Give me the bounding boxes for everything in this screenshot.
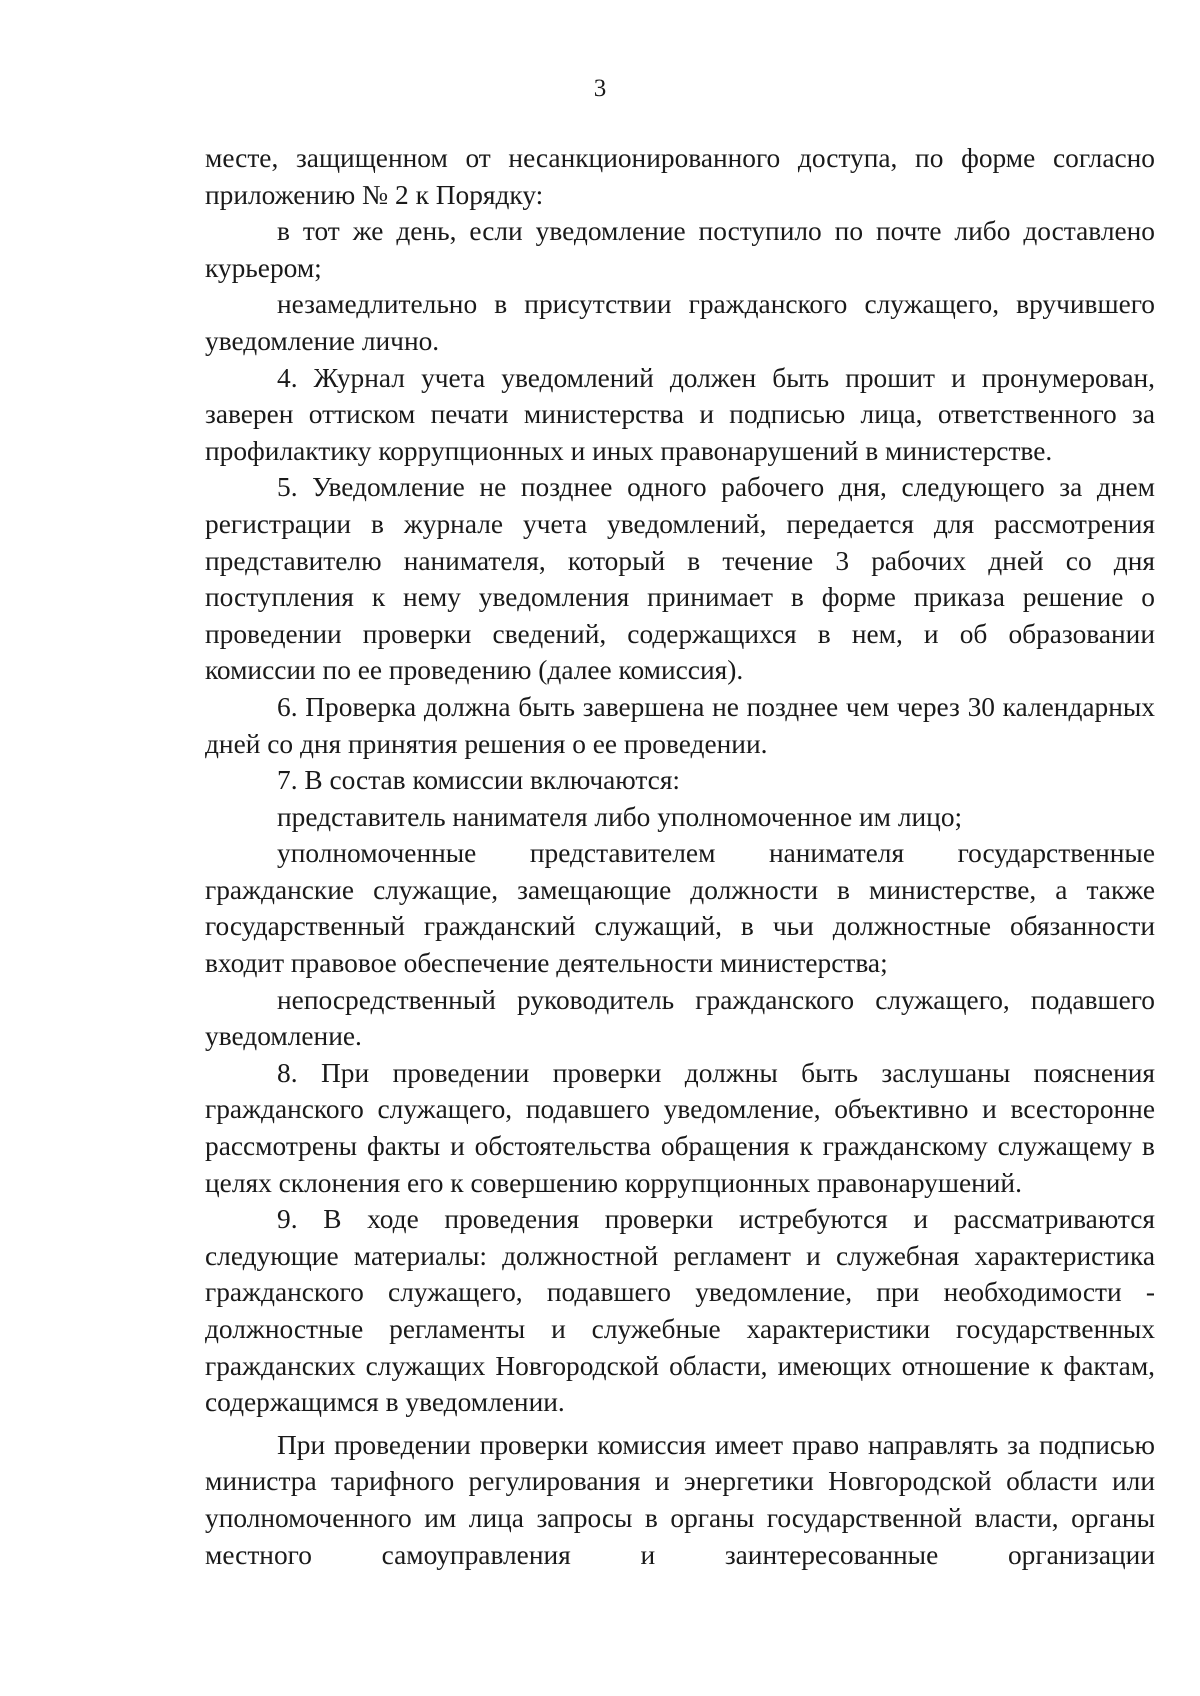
paragraph-5: 5. Уведомление не позднее одного рабочего дня, следующего за днем регистрации в журнале учета уведомлений, передается для рассмотрения представителю нанимателя, который в течение 3 рабочих дней со дня поступления к нему уведомления принимает в форме приказа решение о проведении проверки сведений, содержащихся в нем, и об образовании комиссии по ее проведению (далее комиссия). (205, 472, 1155, 686)
paragraph-13: При проведении проверки комиссия имеет право направлять за подписью министра тарифного регулирования и энергетики Новгородской области или уполномоченного им лица запросы в органы государственной власти, органы местного самоуправления и заинтересованные организации (205, 1429, 1155, 1570)
paragraph-9: уполномоченные представителем нанимателя государственные гражданские служащие, замещающие должности в министерстве, а также государственный гражданский служащий, в чьи должностные обязанности входит правовое обеспечение деятельности министерства; (205, 838, 1155, 979)
paragraph-8: представитель нанимателя либо уполномоченное им лицо; (277, 801, 963, 832)
paragraph-3: незамедлительно в присутствии гражданского служащего, вручившего уведомление лично. (205, 289, 1155, 356)
document-body (205, 140, 1155, 1573)
paragraph-4: 4. Журнал учета уведомлений должен быть прошит и пронумерован, заверен оттиском печати министерства и подписью лица, ответственного за профилактику коррупционных и иных правонарушений в министерстве. (205, 362, 1155, 466)
paragraph-10: непосредственный руководитель гражданского служащего, подавшего уведомление. (205, 984, 1155, 1052)
paragraph-1: месте, защищенном от несанкционированного доступа, по форме согласно приложению № 2 к Порядку: (205, 143, 1155, 210)
paragraph-7: 7. В состав комиссии включаются: (277, 765, 681, 796)
page-number: 3 (593, 75, 607, 102)
paragraph-2: в тот же день, если уведомление поступило по почте либо доставлено курьером; (205, 216, 1155, 283)
paragraph-12: 9. В ходе проведения проверки истребуются и рассматриваются следующие материалы: должностной регламент и служебная характеристика гражданского служащего, подавшего уведомление, при необходимости - должностные регламенты и служебные характеристики государственных гражданских служащих Новгородской области, имеющих отношение к фактам, содержащимся в уведомлении. (205, 1204, 1155, 1418)
paragraph-11: 8. При проведении проверки должны быть заслушаны пояснения гражданского служащего, подавшего уведомление, объективно и всесторонне рассмотрены факты и обстоятельства обращения к гражданскому служащему в целях склонения его к совершению коррупционных правонарушений. (205, 1057, 1155, 1198)
paragraph-6: 6. Проверка должна быть завершена не позднее чем через 30 календарных дней со дня принятия решения о ее проведении. (205, 691, 1155, 759)
